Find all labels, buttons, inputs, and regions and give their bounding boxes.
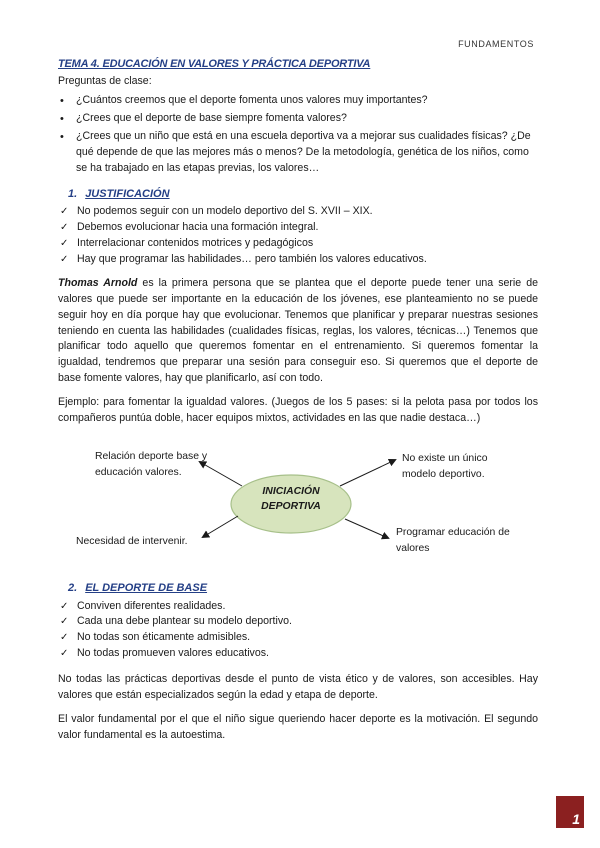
paragraph-motivation: El valor fundamental por el que el niño sigue queriendo hacer deporte es la motivación. El segundo valor fundamental es la autoestima. (58, 712, 538, 741)
label-top-right: No existe un único modelo deportivo. (402, 453, 488, 480)
arrow-bottom-left (203, 516, 238, 537)
question-item: • ¿Crees que el deporte de base siempre fomenta valores? (58, 111, 538, 127)
label-top-left: Relación deporte base y educación valores. (95, 451, 208, 478)
label-bottom-right: Programar educación de valores (396, 527, 510, 554)
paragraph-example: Ejemplo: para fomentar la igualdad valores. (Juegos de los 5 pases: si la pelota pasa por todos los compañeros puntúa doble, hacer equipos mixtos, actividades en las que nadie destaca…) (58, 396, 538, 425)
section-heading-deporte-base (68, 580, 538, 597)
section-title: JUSTIFICACIÓN (85, 187, 170, 200)
check-item: ✓ No todas son éticamente admisibles. (58, 630, 538, 646)
section-number: 1. (68, 187, 78, 200)
arrow-top-right (340, 460, 395, 486)
center-label: INICIACIÓN DEPORTIVA (261, 486, 321, 513)
running-header: FUNDAMENTOS (458, 39, 534, 49)
check-item: ✓ Interrelacionar contenidos motrices y pedagógicos (58, 236, 538, 252)
justification-checklist (58, 204, 538, 268)
check-item: ✓ Cada una debe plantear su modelo deportivo. (58, 614, 538, 630)
page-content (58, 56, 538, 427)
check-item: ✓ No podemos seguir con un modelo deportivo del S. XVII – XIX. (58, 204, 538, 220)
check-item: ✓ Conviven diferentes realidades. (58, 599, 538, 615)
question-item: • ¿Cuántos creemos que el deporte fomenta unos valores muy importantes? (58, 93, 538, 109)
arrow-bottom-right (345, 519, 388, 538)
section-deporte-base (58, 580, 538, 744)
concept-diagram (0, 444, 600, 564)
paragraph-ethics: No todas las prácticas deportivas desde el punto de vista ético y de valores, son accesibles. Hay valores que están especializados según la edad y etapa de deporte. (58, 673, 538, 701)
section-title: EL DEPORTE DE BASE (85, 582, 208, 594)
question-item: • ¿Crees que un niño que está en una escuela deportiva va a mejorar sus cualidades físicas? ¿De qué depende de que las mejores más o menos? De la metodología, genética de los niños, como se ha trabajado en las etapas previas, los valores… (58, 129, 538, 177)
check-item: ✓ No todas promueven valores educativos. (58, 646, 538, 662)
author-name: Thomas Arnold (58, 276, 138, 289)
label-bottom-left: Necesidad de intervenir. (76, 536, 188, 547)
paragraph-thomas-arnold: Thomas Arnold es la primera persona que se plantea que el deporte puede tener una serie de valores que puede ser importante en la educación de los jóvenes, ese planteamiento no se puede seguir hoy en día porque hay que evolucionar. Tenemos que planificar y preparar nuestras sesiones teniendo en cuenta las habilidades (cualidades físicas, reglas, los valores, técnicas…) Tenemos que planificar todo aquello que queremos fomentar en el entrenamiento. Si queremos fomentar la igualdad, tendremos que preparar una sesión para conseguir eso. Si queremos que el deporte de base fomente valores, hay que planificarlo, así con todo. (58, 276, 538, 385)
deporte-base-checklist (58, 599, 538, 663)
check-item: ✓ Debemos evolucionar hacia una formación integral. (58, 220, 538, 236)
section-heading-justificacion (68, 186, 538, 203)
question-list (58, 93, 538, 176)
page-title: TEMA 4. EDUCACIÓN EN VALORES Y PRÁCTICA DEPORTIVA (58, 58, 371, 70)
section-number: 2. (68, 582, 78, 594)
check-item: ✓ Hay que programar las habilidades… pero también los valores educativos. (58, 252, 538, 268)
page-number-badge: 1 (556, 796, 584, 828)
intro-label: Preguntas de clase: (58, 74, 152, 87)
